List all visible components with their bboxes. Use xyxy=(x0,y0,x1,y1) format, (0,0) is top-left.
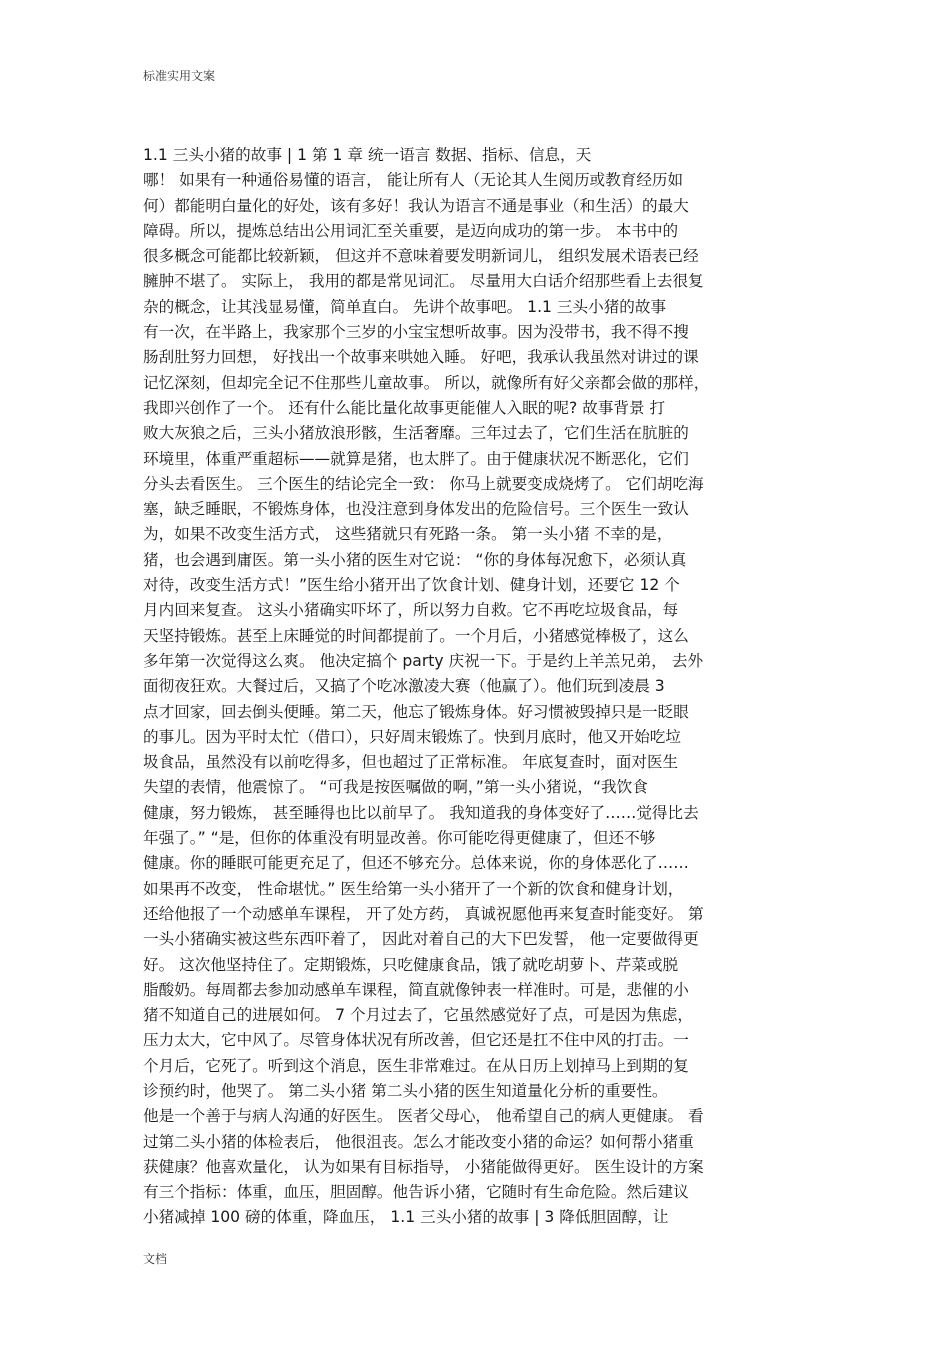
text-line: 臃肿不堪了。 实际上， 我用的都是常见词汇。 尽量用大白话介绍那些看上去很复 xyxy=(143,272,704,291)
text-line: 我即兴创作了一个。 还有什么能比量化故事更能催人入眠的呢? 故事背景 打 xyxy=(143,398,666,417)
text-line: 环境里，体重严重超标——就算是猪，也太胖了。由于健康状况不断恶化，它们 xyxy=(143,449,689,468)
page-header: 标准实用文案 xyxy=(143,69,216,83)
text-line: 分头去看医生。 三个医生的结论完全一致： 你马上就要变成烧烤了。 它们胡吃海 xyxy=(143,474,704,493)
text-line: 败大灰狼之后，三头小猪放浪形骸，生活奢靡。三年过去了，它们生活在肮脏的 xyxy=(143,424,689,443)
text-line: 多年第一次觉得这么爽。 他决定搞个 party 庆祝一下。于是约上羊羔兄弟， 去外 xyxy=(143,651,704,670)
text-line: 有一次，在半路上，我家那个三岁的小宝宝想听故事。因为没带书，我不得不搜 xyxy=(143,323,689,342)
page-footer: 文档 xyxy=(143,1252,168,1266)
text-line: 过第二头小猪的体检表后， 他很沮丧。怎么才能改变小猪的命运？如何帮小猪重 xyxy=(143,1132,694,1151)
text-line: 杂的概念，让其浅显易懂，简单直白。 先讲个故事吧。 1.1 三头小猪的故事 xyxy=(143,297,667,316)
text-line: 面彻夜狂欢。大餐过后，又搞了个吃冰激凌大赛（他赢了）。他们玩到凌晨 3 xyxy=(143,677,665,696)
text-line: 月内回来复查。 这头小猪确实吓坏了，所以努力自救。它不再吃垃圾食品，每 xyxy=(143,601,679,620)
text-line: 年强了。” “是，但你的体重没有明显改善。你可能吃得更健康了，但还不够 xyxy=(143,829,656,848)
text-line: 塞，缺乏睡眠，不锻炼身体，也没注意到身体发出的危险信号。三个医生一致认 xyxy=(143,500,689,519)
text-line: 诊预约时，他哭了。 第二头小猪 第二头小猪的医生知道量化分析的重要性。 xyxy=(143,1081,668,1100)
text-line: 障碍。所以，提炼总结出公用词汇至关重要，是迈向成功的第一步。 本书中的 xyxy=(143,221,679,240)
text-line: 健康，努力锻炼， 甚至睡得也比以前早了。 我知道我的身体变好了……觉得比去 xyxy=(143,803,699,822)
text-line: 对待，改变生活方式！”医生给小猪开出了饮食计划、健身计划，还要它 12 个 xyxy=(143,576,680,595)
text-line: 失望的表情，他震惊了。 “可我是按医嘱做的啊，”第一头小猪说，“我饮食 xyxy=(143,778,648,797)
text-line: 一头小猪确实被这些东西吓着了， 因此对着自己的大下巴发誓， 他一定要做得更 xyxy=(143,930,699,949)
text-line: 点才回家，回去倒头便睡。第二天，他忘了锻炼身体。好习惯被毁掉只是一眨眼 xyxy=(143,702,689,721)
text-line: 压力太大，它中风了。尽管身体状况有所改善，但它还是扛不住中风的打击。一 xyxy=(143,1031,689,1050)
text-line: 1.1 三头小猪的故事 | 1 第 1 章 统一语言 数据、指标、信息，天 xyxy=(143,146,592,164)
text-line: 小猪减掉 100 磅的体重，降血压， 1.1 三头小猪的故事 | 3 降低胆固醇，让 xyxy=(143,1208,669,1227)
text-line: 好。 这次他坚持住了。定期锻炼，只吃健康食品，饿了就吃胡萝卜、芹菜或脱 xyxy=(143,955,679,974)
text-line: 哪！ 如果有一种通俗易懂的语言， 能让所有人（无论其人生阅历或教育经历如 xyxy=(143,171,684,190)
text-line: 肠刮肚努力回想， 好找出一个故事来哄她入睡。 好吧，我承认我虽然对讲过的课 xyxy=(143,348,699,367)
text-line: 他是一个善于与病人沟通的好医生。 医者父母心， 他希望自己的病人更健康。 看 xyxy=(143,1107,704,1126)
text-line: 获健康？他喜欢量化， 认为如果有目标指导， 小猪能做得更好。 医生设计的方案 xyxy=(143,1157,704,1176)
text-line: 为，如果不改变生活方式， 这些猪就只有死路一条。 第一头小猪 不幸的是， xyxy=(143,525,673,544)
text-line: 猪，也会遇到庸医。第一头小猪的医生对它说： “你的身体每况愈下，必须认真 xyxy=(143,550,687,569)
text-line: 何）都能明白量化的好处，该有多好！我认为语言不通是事业（和生活）的最大 xyxy=(143,196,689,215)
text-line: 的事儿。因为平时太忙（借口），只好周末锻炼了。快到月底时，他又开始吃垃 xyxy=(143,727,681,746)
text-line: 个月后，它死了。听到这个消息，医生非常难过。在从日历上划掉马上到期的复 xyxy=(143,1056,689,1075)
text-line: 健康。你的睡眠可能更充足了，但还不够充分。总体来说，你的身体恶化了…… xyxy=(143,854,689,873)
text-line: 很多概念可能都比较新颖， 但这并不意味着要发明新词儿， 组织发展术语表已经 xyxy=(143,247,699,266)
text-line: 天坚持锻炼。甚至上床睡觉的时间都提前了。一个月后，小猪感觉棒极了，这么 xyxy=(143,626,689,645)
document-body xyxy=(143,143,808,1231)
text-line: 有三个指标：体重，血压，胆固醇。他告诉小猪，它随时有生命危险。然后建议 xyxy=(143,1183,689,1202)
text-line: 记忆深刻，但却完全记不住那些儿童故事。 所以，就像所有好父亲都会做的那样， xyxy=(143,373,710,392)
text-line: 还给他报了一个动感单车课程， 开了处方药， 真诚祝愿他再来复查时能变好。 第 xyxy=(143,904,704,923)
text-line: 圾食品，虽然没有以前吃得多，但也超过了正常标准。 年底复查时，面对医生 xyxy=(143,753,679,772)
text-line: 脂酸奶。每周都去参加动感单车课程，简直就像钟表一样准时。可是，悲催的小 xyxy=(143,980,689,999)
text-line: 猪不知道自己的进展如何。 7 个月过去了，它虽然感觉好了点，可是因为焦虑， xyxy=(143,1006,694,1025)
text-line: 如果再不改变， 性命堪忧。” 医生给第一头小猪开了一个新的饮食和健身计划， xyxy=(143,879,684,898)
